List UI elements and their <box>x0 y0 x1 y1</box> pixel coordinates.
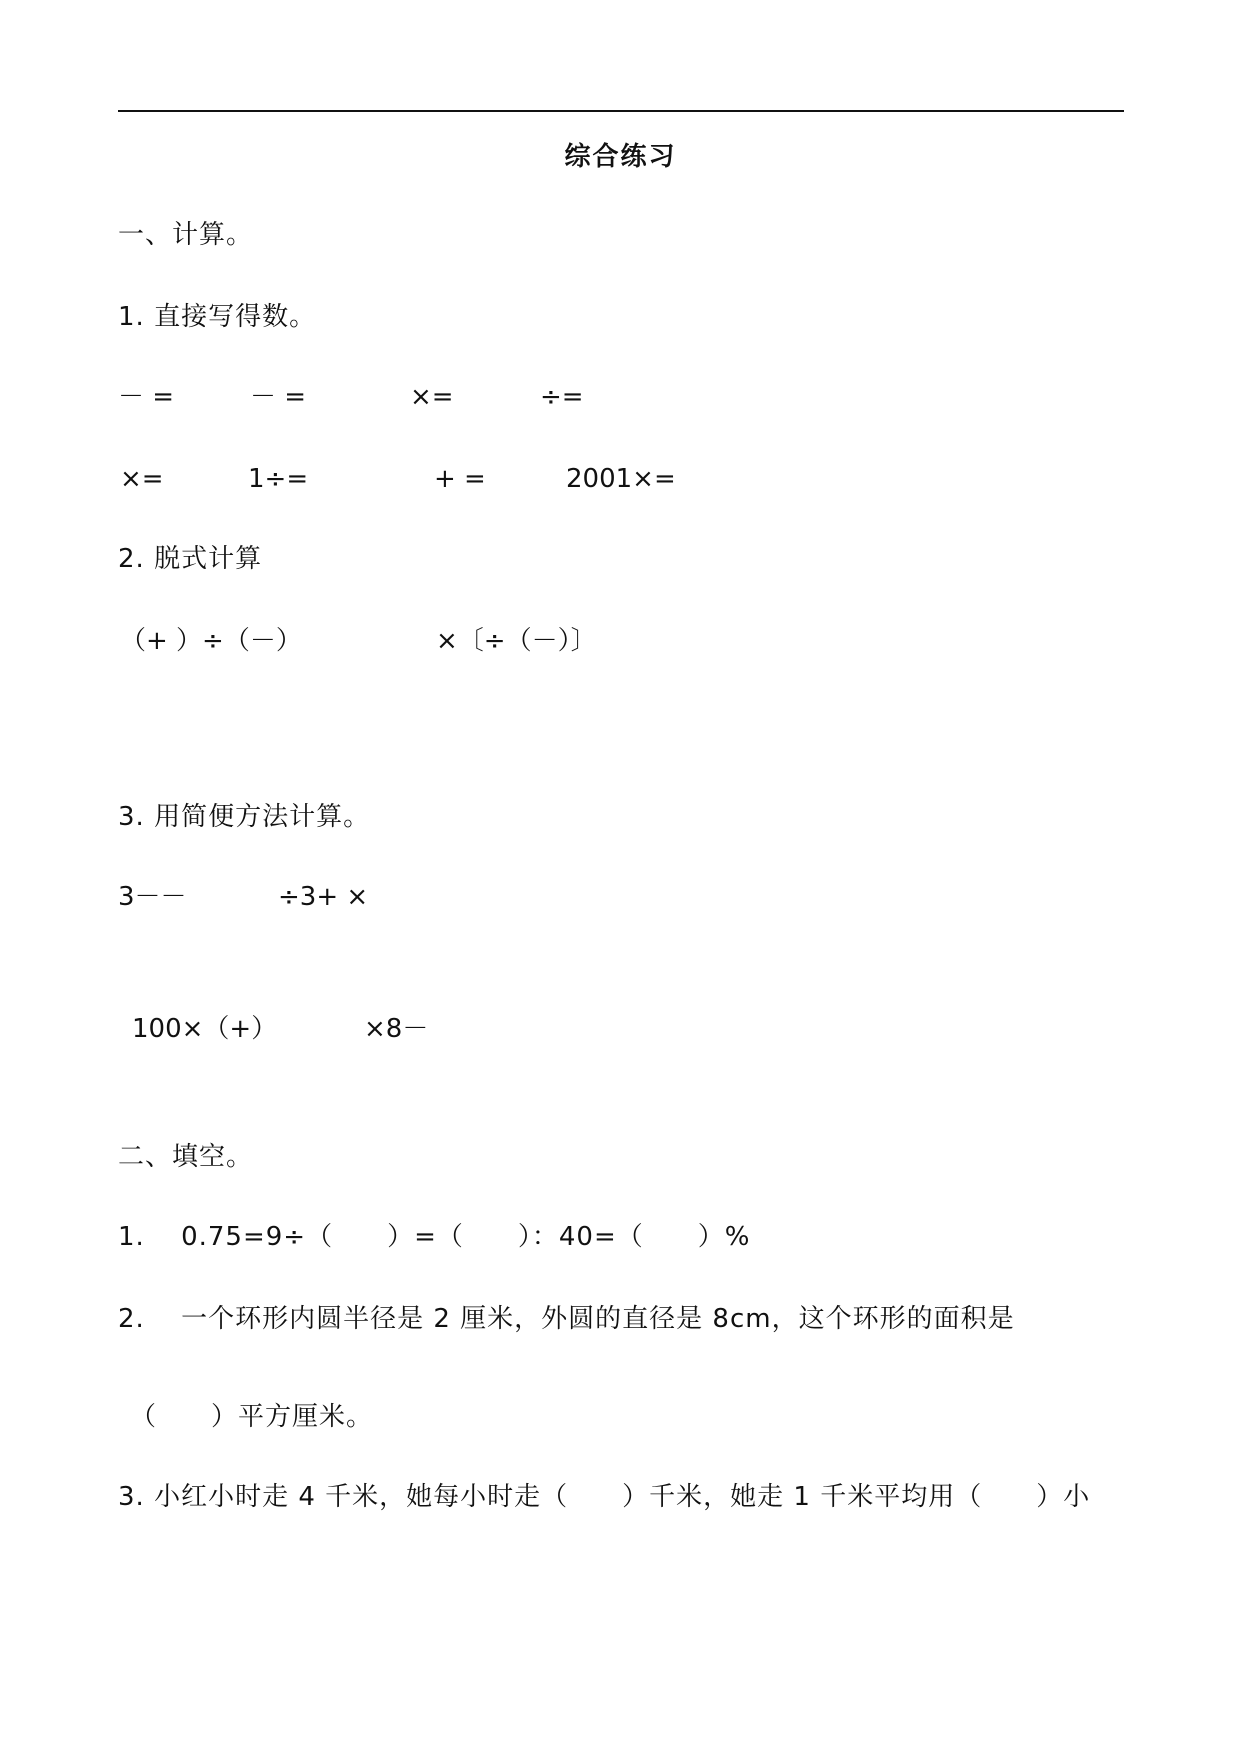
mental-math-item: 2001×= <box>566 464 676 494</box>
mental-math-item: ÷= <box>540 382 584 412</box>
simplified-calculation-item: ×8－ <box>364 1014 429 1044</box>
header-rule <box>118 110 1124 112</box>
mental-math-item: + = <box>434 464 486 494</box>
mental-math-item: ×= <box>410 382 454 412</box>
simplified-calculation-item: 3－－ <box>118 882 187 912</box>
fill-question-2-line-2: （ ）平方厘米。 <box>130 1402 374 1432</box>
page-title: 综合练习 <box>564 142 677 172</box>
question-2-label: 2. 脱式计算 <box>118 544 263 574</box>
fill-question-2-line-1: 2. 一个环形内圆半径是 2 厘米，外圆的直径是 8cm，这个环形的面积是 <box>118 1304 1015 1334</box>
step-calculation-item: （+ ）÷（－） <box>120 626 302 656</box>
section-heading-calculation: 一、计算。 <box>118 220 254 250</box>
mental-math-item: － = <box>118 382 175 412</box>
step-calculation-item: ×〔÷（－）〕 <box>436 626 597 656</box>
section-heading-fill-in: 二、填空。 <box>118 1142 254 1172</box>
fill-question-1: 1. 0.75=9÷（ ）=（ ）：40=（ ）% <box>118 1222 751 1252</box>
mental-math-item: ×= <box>120 464 164 494</box>
question-1-label: 1. 直接写得数。 <box>118 302 317 332</box>
mental-math-item: － = <box>250 382 307 412</box>
mental-math-item: 1÷= <box>248 464 309 494</box>
simplified-calculation-item: 100×（+） <box>132 1014 278 1044</box>
fill-question-3: 3. 小红小时走 4 千米，她每小时走（ ）千米，她走 1 千米平均用（ ）小 <box>118 1482 1091 1512</box>
simplified-calculation-item: ÷3+ × <box>278 882 369 912</box>
question-3-label: 3. 用简便方法计算。 <box>118 802 371 832</box>
